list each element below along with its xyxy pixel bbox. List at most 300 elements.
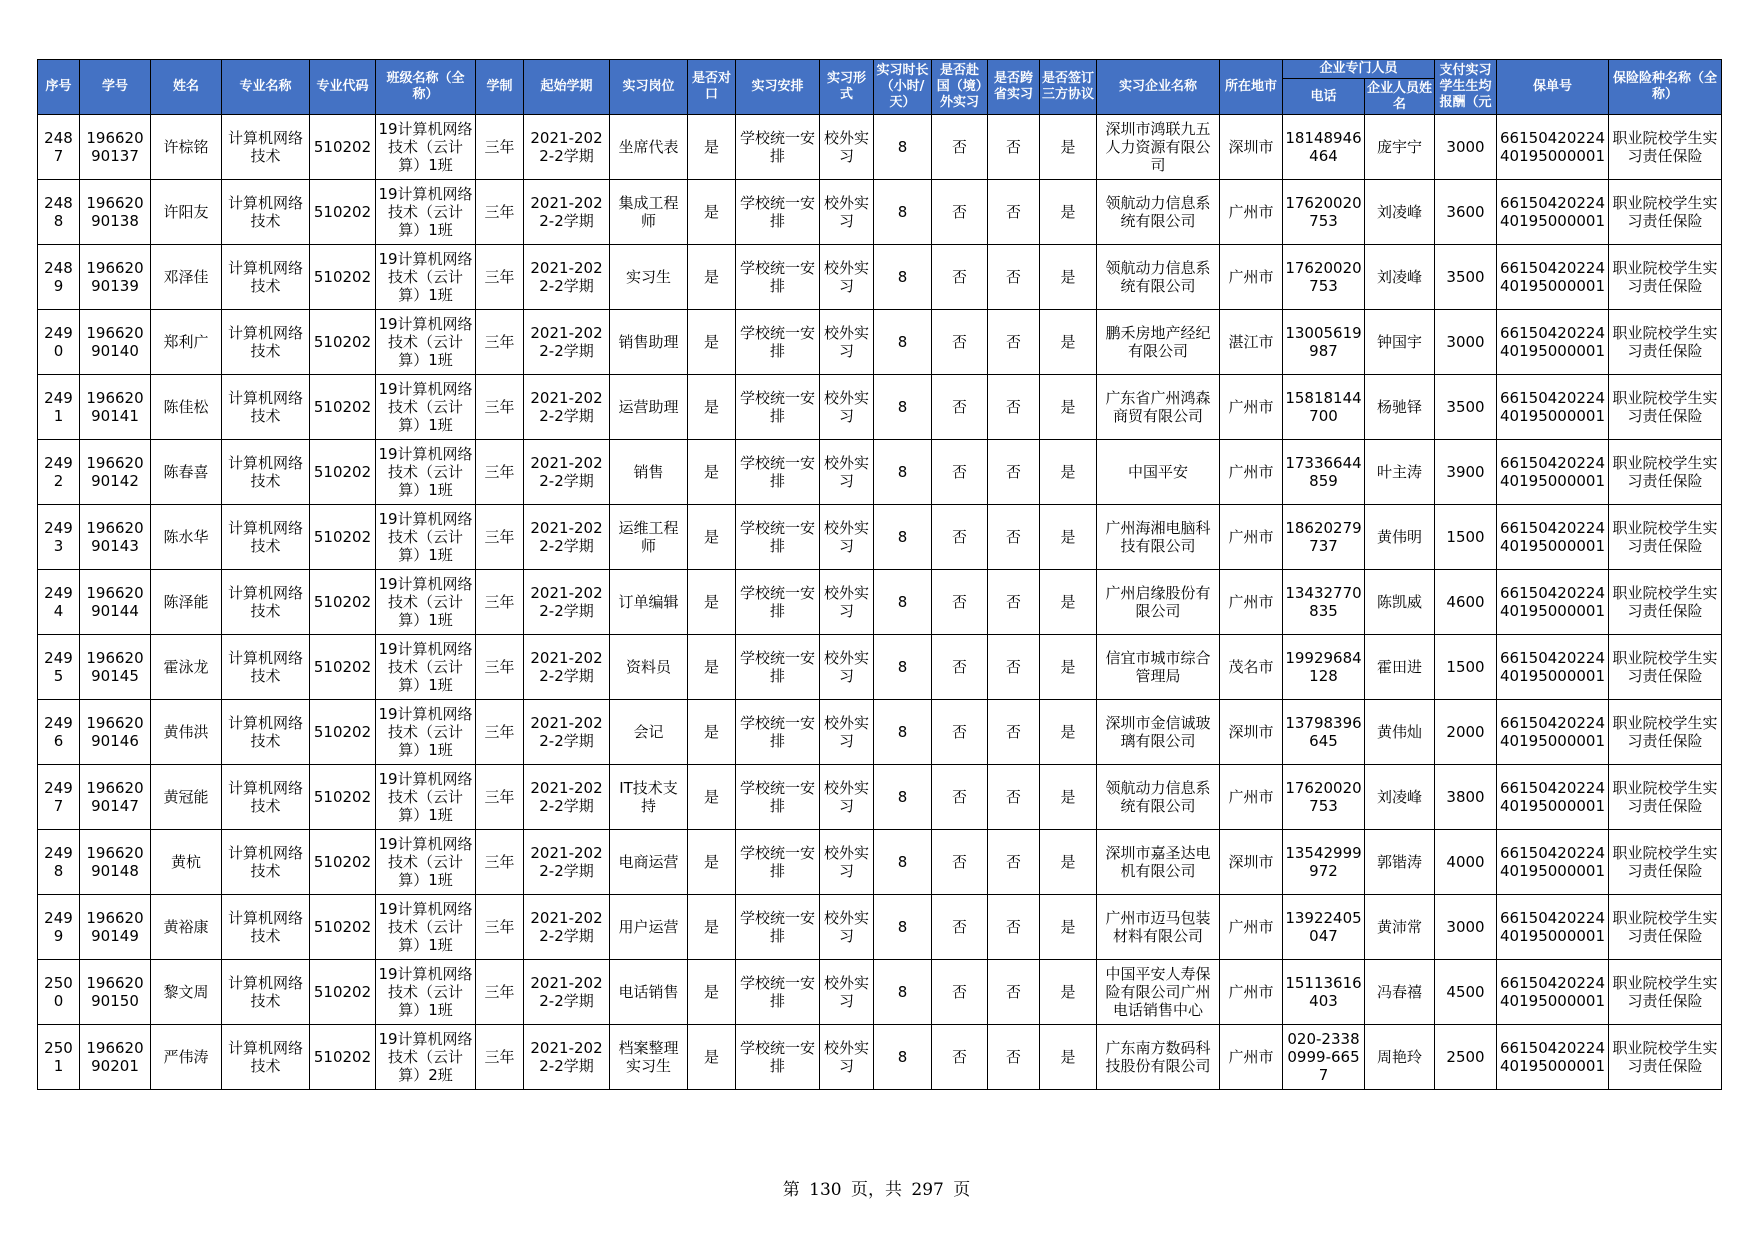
cell-insurance-text: 职业院校学生实习责任保险: [1612, 453, 1718, 490]
cell-hours-text: 8: [897, 852, 908, 871]
cell-abroad: [932, 570, 988, 635]
cell-phone-text: 17620020753: [1285, 193, 1362, 230]
cell-class-text: 19计算机网络技术（云计算）1班: [378, 769, 473, 825]
cell-cross-province-text: 否: [1005, 852, 1021, 871]
cell-contact-name-text: 刘凌峰: [1377, 267, 1423, 286]
cell-arrangement-text: 学校统一安排: [739, 843, 815, 880]
cell-student-id: [80, 830, 151, 895]
table-row: [38, 505, 1722, 570]
cell-form: [820, 635, 874, 700]
cell-cross-province-text: 否: [1005, 397, 1021, 416]
cell-abroad: [932, 245, 988, 310]
cell-arrangement: [736, 960, 820, 1025]
cell-major-code-text: 510202: [313, 397, 372, 416]
cell-form: [820, 700, 874, 765]
cell-policy-no: [1497, 245, 1609, 310]
cell-abroad-text: 否: [951, 1047, 967, 1066]
cell-major-text: 计算机网络技术: [227, 908, 303, 945]
cell-position-text: 档案整理实习生: [618, 1038, 679, 1075]
cell-tripartite: [1040, 440, 1097, 505]
internship-table: [37, 59, 1722, 1090]
cell-tripartite: [1040, 310, 1097, 375]
cell-insurance-text: 职业院校学生实习责任保险: [1612, 583, 1718, 620]
header-position: 实习岗位: [610, 60, 688, 115]
table-header: [38, 60, 1722, 115]
cell-arrangement-text: 学校统一安排: [739, 453, 815, 490]
cell-major-text: 计算机网络技术: [227, 323, 303, 360]
cell-class: [376, 895, 476, 960]
cell-contact-name: [1365, 765, 1435, 830]
cell-insurance: [1609, 505, 1722, 570]
cell-policy-no: [1497, 700, 1609, 765]
cell-class: [376, 180, 476, 245]
cell-insurance: [1609, 895, 1722, 960]
cell-abroad: [932, 375, 988, 440]
cell-class: [376, 505, 476, 570]
cell-term-text: 2021-2022-2学期: [530, 518, 603, 555]
cell-phone-text: 17620020753: [1285, 778, 1362, 815]
cell-major-code: [310, 245, 376, 310]
cell-contact-name-text: 庞宇宁: [1377, 137, 1423, 156]
cell-form: [820, 440, 874, 505]
cell-arrangement-text: 学校统一安排: [739, 908, 815, 945]
cell-hours-text: 8: [897, 332, 908, 351]
cell-hours: [874, 310, 932, 375]
cell-company: [1097, 115, 1220, 180]
cell-form-text: 校外实习: [823, 518, 869, 555]
cell-abroad: [932, 765, 988, 830]
cell-tripartite-text: 是: [1060, 1047, 1076, 1066]
cell-seq-text: 2488: [44, 193, 73, 230]
cell-student-id-text: 19662090149: [86, 908, 144, 945]
cell-tripartite-text: 是: [1060, 787, 1076, 806]
cell-tripartite: [1040, 505, 1097, 570]
cell-abroad-text: 否: [951, 852, 967, 871]
cell-tripartite-text: 是: [1060, 527, 1076, 546]
cell-company-text: 深圳市鸿联九五人力资源有限公司: [1105, 119, 1211, 175]
table-row: [38, 180, 1722, 245]
cell-phone: [1283, 115, 1365, 180]
cell-seq-text: 2489: [44, 258, 73, 295]
cell-student-id-text: 19662090138: [86, 193, 144, 230]
cell-name-text: 陈春喜: [163, 462, 209, 481]
cell-class-text: 19计算机网络技术（云计算）1班: [378, 509, 473, 565]
cell-insurance-text: 职业院校学生实习责任保险: [1612, 1038, 1718, 1075]
cell-cross-province: [988, 375, 1040, 440]
cell-major-code-text: 510202: [313, 527, 372, 546]
cell-major: [222, 180, 310, 245]
cell-duration-text: 三年: [484, 332, 515, 351]
cell-position: [610, 1025, 688, 1090]
cell-abroad-text: 否: [951, 527, 967, 546]
cell-matched-text: 是: [703, 787, 719, 806]
cell-term: [524, 440, 610, 505]
table-row: [38, 115, 1722, 180]
cell-seq-text: 2501: [44, 1038, 73, 1075]
cell-major-text: 计算机网络技术: [227, 583, 303, 620]
cell-hours: [874, 1025, 932, 1090]
cell-cross-province-text: 否: [1005, 267, 1021, 286]
footer-page-number: 130: [809, 1180, 842, 1200]
cell-arrangement: [736, 635, 820, 700]
cell-duration-text: 三年: [484, 397, 515, 416]
cell-abroad: [932, 895, 988, 960]
cell-major-code: [310, 440, 376, 505]
cell-hours-text: 8: [897, 267, 908, 286]
cell-student-id: [80, 1025, 151, 1090]
table-row: [38, 1025, 1722, 1090]
cell-class-text: 19计算机网络技术（云计算）2班: [378, 1029, 473, 1085]
cell-tripartite: [1040, 635, 1097, 700]
cell-major-code: [310, 310, 376, 375]
cell-insurance: [1609, 570, 1722, 635]
cell-class-text: 19计算机网络技术（云计算）1班: [378, 834, 473, 890]
cell-form-text: 校外实习: [823, 1038, 869, 1075]
cell-tripartite: [1040, 570, 1097, 635]
cell-matched-text: 是: [703, 527, 719, 546]
cell-insurance: [1609, 115, 1722, 180]
cell-cross-province-text: 否: [1005, 332, 1021, 351]
cell-insurance-text: 职业院校学生实习责任保险: [1612, 713, 1718, 750]
cell-tripartite-text: 是: [1060, 657, 1076, 676]
cell-insurance: [1609, 1025, 1722, 1090]
cell-matched: [688, 960, 736, 1025]
cell-pay: [1435, 115, 1497, 180]
cell-cross-province: [988, 1025, 1040, 1090]
cell-arrangement: [736, 1025, 820, 1090]
cell-hours-text: 8: [897, 917, 908, 936]
cell-position: [610, 570, 688, 635]
cell-contact-name: [1365, 245, 1435, 310]
cell-form: [820, 180, 874, 245]
cell-name: [151, 310, 222, 375]
table-row: [38, 635, 1722, 700]
cell-duration: [476, 960, 524, 1025]
header-student-id: 学号: [80, 60, 151, 115]
cell-class-text: 19计算机网络技术（云计算）1班: [378, 249, 473, 305]
cell-insurance-text: 职业院校学生实习责任保险: [1612, 128, 1718, 165]
footer-suffix: 页: [953, 1180, 971, 1200]
cell-matched-text: 是: [703, 982, 719, 1001]
cell-class: [376, 570, 476, 635]
cell-hours-text: 8: [897, 462, 908, 481]
cell-city-text: 广州市: [1228, 982, 1274, 1001]
cell-abroad: [932, 115, 988, 180]
cell-insurance-text: 职业院校学生实习责任保险: [1612, 778, 1718, 815]
cell-class: [376, 830, 476, 895]
cell-name-text: 许棕铭: [163, 137, 209, 156]
cell-duration-text: 三年: [484, 982, 515, 1001]
table-row: [38, 830, 1722, 895]
cell-contact-name: [1365, 505, 1435, 570]
header-matched: 是否对口: [688, 60, 736, 115]
cell-form-text: 校外实习: [823, 453, 869, 490]
cell-seq-text: 2495: [44, 648, 73, 685]
cell-tripartite: [1040, 375, 1097, 440]
cell-tripartite-text: 是: [1060, 332, 1076, 351]
cell-policy-no: [1497, 180, 1609, 245]
cell-name: [151, 505, 222, 570]
cell-contact-name: [1365, 375, 1435, 440]
cell-arrangement-text: 学校统一安排: [739, 128, 815, 165]
cell-class: [376, 440, 476, 505]
cell-class: [376, 765, 476, 830]
cell-class-text: 19计算机网络技术（云计算）1班: [378, 899, 473, 955]
cell-seq: [38, 310, 80, 375]
cell-duration: [476, 115, 524, 180]
cell-term-text: 2021-2022-2学期: [530, 583, 603, 620]
cell-tripartite-text: 是: [1060, 722, 1076, 741]
cell-major-text: 计算机网络技术: [227, 258, 303, 295]
cell-seq-text: 2496: [44, 713, 73, 750]
cell-matched: [688, 635, 736, 700]
cell-form: [820, 505, 874, 570]
cell-position: [610, 700, 688, 765]
cell-name-text: 黄杭: [170, 852, 201, 871]
cell-contact-name: [1365, 115, 1435, 180]
cell-cross-province: [988, 115, 1040, 180]
cell-tripartite-text: 是: [1060, 917, 1076, 936]
cell-major-text: 计算机网络技术: [227, 778, 303, 815]
cell-major-text: 计算机网络技术: [227, 973, 303, 1010]
cell-major-text: 计算机网络技术: [227, 388, 303, 425]
cell-tripartite-text: 是: [1060, 852, 1076, 871]
cell-company: [1097, 375, 1220, 440]
cell-city-text: 湛江市: [1228, 332, 1274, 351]
table-row: [38, 960, 1722, 1025]
cell-phone: [1283, 700, 1365, 765]
cell-company: [1097, 1025, 1220, 1090]
header-start-term: 起始学期: [524, 60, 610, 115]
cell-duration: [476, 765, 524, 830]
cell-arrangement: [736, 570, 820, 635]
cell-policy-no: [1497, 570, 1609, 635]
cell-phone: [1283, 310, 1365, 375]
cell-policy-no-text: 6615042022440195000001: [1500, 843, 1605, 880]
cell-abroad-text: 否: [951, 462, 967, 481]
cell-matched-text: 是: [703, 462, 719, 481]
cell-seq-text: 2487: [44, 128, 73, 165]
cell-term-text: 2021-2022-2学期: [530, 648, 603, 685]
cell-matched: [688, 700, 736, 765]
cell-seq-text: 2490: [44, 323, 73, 360]
cell-class-text: 19计算机网络技术（云计算）1班: [378, 184, 473, 240]
cell-insurance-text: 职业院校学生实习责任保险: [1612, 908, 1718, 945]
cell-matched-text: 是: [703, 722, 719, 741]
cell-city: [1220, 310, 1283, 375]
cell-city: [1220, 830, 1283, 895]
cell-abroad: [932, 440, 988, 505]
cell-company: [1097, 440, 1220, 505]
cell-pay: [1435, 505, 1497, 570]
header-phone: 电话: [1283, 79, 1365, 115]
table-row: [38, 570, 1722, 635]
cell-hours-text: 8: [897, 657, 908, 676]
cell-hours: [874, 635, 932, 700]
cell-arrangement: [736, 180, 820, 245]
cell-form: [820, 895, 874, 960]
header-hours: 实习时长（小时/天）: [874, 60, 932, 115]
cell-company: [1097, 245, 1220, 310]
cell-insurance-text: 职业院校学生实习责任保险: [1612, 258, 1718, 295]
cell-cross-province: [988, 830, 1040, 895]
cell-matched: [688, 895, 736, 960]
cell-form-text: 校外实习: [823, 973, 869, 1010]
cell-policy-no: [1497, 440, 1609, 505]
cell-cross-province: [988, 505, 1040, 570]
cell-company: [1097, 700, 1220, 765]
cell-company: [1097, 310, 1220, 375]
cell-abroad: [932, 960, 988, 1025]
cell-hours: [874, 960, 932, 1025]
cell-student-id-text: 19662090150: [86, 973, 144, 1010]
cell-abroad-text: 否: [951, 657, 967, 676]
cell-city-text: 广州市: [1228, 592, 1274, 611]
cell-cross-province: [988, 765, 1040, 830]
cell-class: [376, 700, 476, 765]
cell-contact-name-text: 叶主涛: [1377, 462, 1423, 481]
cell-hours-text: 8: [897, 527, 908, 546]
cell-hours: [874, 245, 932, 310]
cell-tripartite: [1040, 960, 1097, 1025]
cell-contact-name-text: 周艳玲: [1377, 1047, 1423, 1066]
cell-contact-name: [1365, 700, 1435, 765]
cell-seq: [38, 895, 80, 960]
cell-seq: [38, 245, 80, 310]
cell-matched: [688, 570, 736, 635]
cell-name-text: 陈佳松: [163, 397, 209, 416]
cell-matched: [688, 310, 736, 375]
cell-phone-text: 17620020753: [1285, 258, 1362, 295]
cell-class: [376, 245, 476, 310]
cell-arrangement-text: 学校统一安排: [739, 648, 815, 685]
cell-phone-text: 020-23380999-6657: [1287, 1029, 1360, 1085]
cell-insurance: [1609, 700, 1722, 765]
cell-student-id: [80, 375, 151, 440]
cell-policy-no-text: 6615042022440195000001: [1500, 713, 1605, 750]
cell-name-text: 黄裕康: [163, 917, 209, 936]
cell-city-text: 广州市: [1228, 462, 1274, 481]
cell-hours-text: 8: [897, 202, 908, 221]
cell-term-text: 2021-2022-2学期: [530, 1038, 603, 1075]
cell-arrangement: [736, 505, 820, 570]
cell-position: [610, 895, 688, 960]
cell-pay-text: 3500: [1446, 267, 1485, 286]
cell-pay: [1435, 180, 1497, 245]
cell-position: [610, 960, 688, 1025]
cell-company: [1097, 830, 1220, 895]
cell-pay: [1435, 635, 1497, 700]
cell-major-code-text: 510202: [313, 657, 372, 676]
cell-major-text: 计算机网络技术: [227, 453, 303, 490]
cell-pay: [1435, 245, 1497, 310]
cell-contact-name: [1365, 635, 1435, 700]
cell-contact-name-text: 冯春禧: [1377, 982, 1423, 1001]
cell-phone-text: 13798396645: [1285, 713, 1362, 750]
cell-student-id: [80, 245, 151, 310]
cell-phone: [1283, 635, 1365, 700]
cell-tripartite: [1040, 830, 1097, 895]
cell-name-text: 陈泽能: [163, 592, 209, 611]
cell-tripartite: [1040, 700, 1097, 765]
header-company: 实习企业名称: [1097, 60, 1220, 115]
cell-form-text: 校外实习: [823, 778, 869, 815]
cell-form-text: 校外实习: [823, 258, 869, 295]
cell-position: [610, 180, 688, 245]
cell-seq: [38, 570, 80, 635]
cell-major-code: [310, 115, 376, 180]
header-insurance: 保险险种名称（全称）: [1609, 60, 1722, 115]
cell-pay-text: 1500: [1446, 657, 1485, 676]
cell-matched: [688, 765, 736, 830]
cell-matched-text: 是: [703, 267, 719, 286]
cell-name-text: 邓泽佳: [163, 267, 209, 286]
cell-term: [524, 960, 610, 1025]
cell-pay: [1435, 375, 1497, 440]
cell-abroad: [932, 1025, 988, 1090]
cell-pay: [1435, 310, 1497, 375]
header-major-code: 专业代码: [310, 60, 376, 115]
cell-insurance: [1609, 960, 1722, 1025]
cell-abroad-text: 否: [951, 917, 967, 936]
cell-abroad: [932, 310, 988, 375]
cell-seq-text: 2491: [44, 388, 73, 425]
cell-name: [151, 115, 222, 180]
cell-insurance: [1609, 765, 1722, 830]
cell-student-id: [80, 440, 151, 505]
cell-city: [1220, 960, 1283, 1025]
cell-name: [151, 895, 222, 960]
cell-tripartite: [1040, 765, 1097, 830]
cell-company-text: 广州海湘电脑科技有限公司: [1105, 518, 1211, 555]
cell-insurance: [1609, 375, 1722, 440]
cell-term: [524, 830, 610, 895]
cell-company: [1097, 570, 1220, 635]
cell-pay: [1435, 960, 1497, 1025]
cell-arrangement-text: 学校统一安排: [739, 778, 815, 815]
cell-student-id: [80, 700, 151, 765]
cell-duration: [476, 1025, 524, 1090]
header-tripartite: 是否签订三方协议: [1040, 60, 1097, 115]
cell-student-id-text: 19662090143: [86, 518, 144, 555]
cell-major-text: 计算机网络技术: [227, 648, 303, 685]
cell-major-code: [310, 830, 376, 895]
cell-student-id: [80, 180, 151, 245]
cell-student-id: [80, 115, 151, 180]
cell-duration-text: 三年: [484, 137, 515, 156]
cell-arrangement-text: 学校统一安排: [739, 518, 815, 555]
cell-policy-no: [1497, 765, 1609, 830]
cell-insurance-text: 职业院校学生实习责任保险: [1612, 518, 1718, 555]
cell-contact-name: [1365, 570, 1435, 635]
cell-phone-text: 18148946464: [1285, 128, 1362, 165]
cell-duration-text: 三年: [484, 267, 515, 286]
cell-cross-province-text: 否: [1005, 202, 1021, 221]
cell-pay-text: 3800: [1446, 787, 1485, 806]
header-duration: 学制: [476, 60, 524, 115]
cell-seq-text: 2500: [44, 973, 73, 1010]
cell-student-id-text: 19662090139: [86, 258, 144, 295]
cell-city-text: 广州市: [1228, 787, 1274, 806]
cell-arrangement: [736, 440, 820, 505]
cell-hours: [874, 895, 932, 960]
cell-major: [222, 700, 310, 765]
cell-abroad: [932, 830, 988, 895]
cell-contact-name-text: 陈凯威: [1377, 592, 1423, 611]
cell-policy-no: [1497, 310, 1609, 375]
cell-policy-no-text: 6615042022440195000001: [1500, 778, 1605, 815]
cell-major-code: [310, 895, 376, 960]
